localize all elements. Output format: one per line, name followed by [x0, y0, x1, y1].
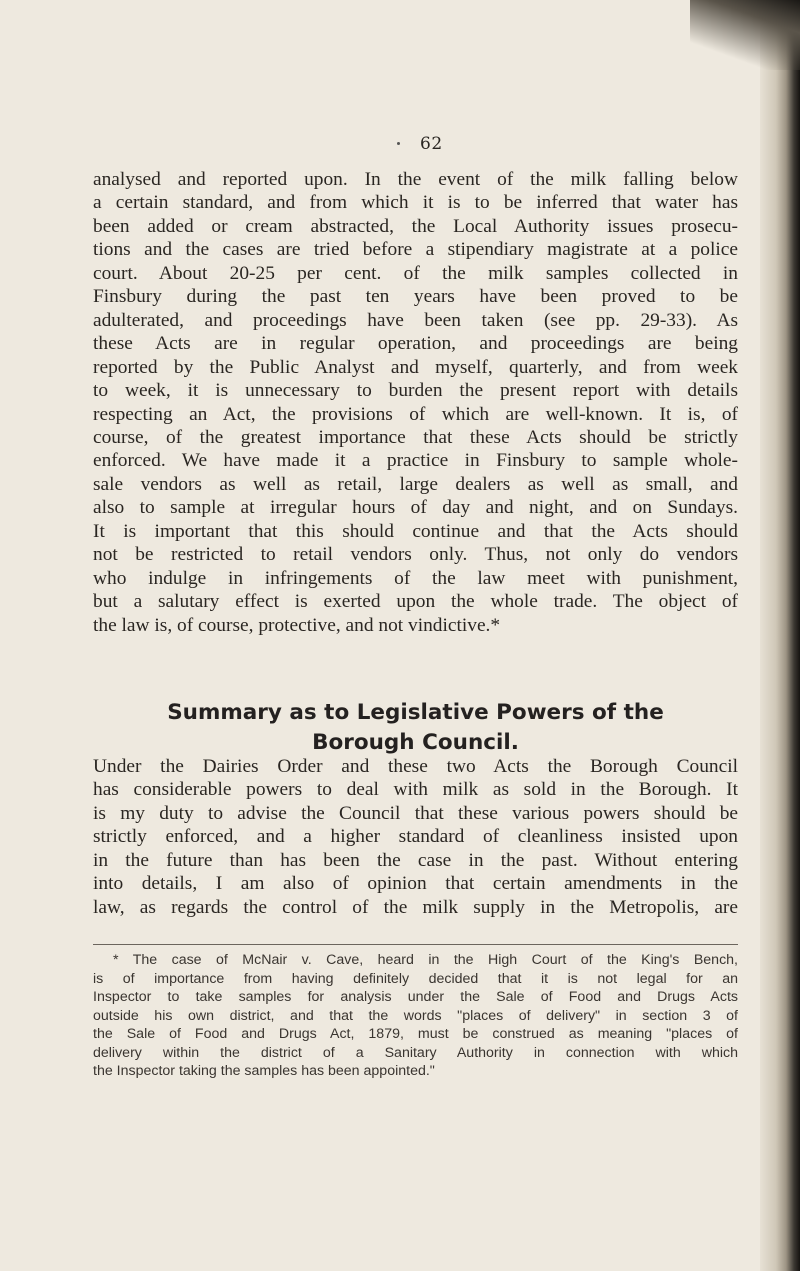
- text-line: enforced. We have made it a practice in Finsbury to sample whole-: [93, 450, 738, 472]
- footnote-line: outside his own district, and that the words "places of delivery" in section 3 of: [93, 1007, 738, 1024]
- paragraph-legislation-practice: [93, 168, 738, 637]
- footnote-line: * The case of McNair v. Cave, heard in the High Court of the King's Bench,: [113, 952, 738, 968]
- text-line: Under the Dairies Order and these two Acts the Borough Council: [93, 756, 738, 777]
- page-edge-shadow: [760, 0, 800, 1271]
- section-heading: [93, 698, 738, 758]
- text-line: course, of the greatest importance that these Acts should be strictly: [93, 426, 738, 448]
- text-line: respecting an Act, the provisions of which are well-known. It is, of: [93, 403, 738, 425]
- footnote-line: is of importance from having definitely decided that it is not legal for an: [93, 970, 738, 987]
- page-corner-shadow: [690, 0, 800, 70]
- print-speck: [397, 142, 400, 145]
- footnote-line: the Sale of Food and Drugs Act, 1879, must be construed as meaning "places of: [93, 1026, 738, 1042]
- text-line: the law is, of course, protective, and not vindictive.*: [93, 614, 501, 636]
- footnote-line: the Inspector taking the samples has been appointed.": [93, 1063, 435, 1079]
- text-line: to week, it is unnecessary to burden the present report with details: [93, 380, 738, 402]
- text-line: sale vendors as well as retail, large dealers as well as small, and: [93, 473, 738, 495]
- text-line: into details, I am also of opinion that certain amendments in the: [93, 873, 738, 895]
- paragraph-borough-powers: [93, 755, 738, 919]
- text-line: has considerable powers to deal with milk as sold in the Borough. It: [93, 779, 738, 801]
- text-line: but a salutary effect is exerted upon the whole trade. The object of: [93, 591, 738, 613]
- text-line: reported by the Public Analyst and myself, quarterly, and from week: [93, 356, 738, 378]
- text-line: It is important that this should continue and that the Acts should: [93, 520, 738, 542]
- footnote-rule: [93, 944, 738, 945]
- page-number: 62: [420, 134, 443, 154]
- text-line: a certain standard, and from which it is to be inferred that water has: [93, 192, 738, 214]
- text-line: who indulge in infringements of the law meet with punishment,: [93, 567, 738, 589]
- text-line: these Acts are in regular operation, and proceedings are being: [93, 333, 738, 355]
- text-line: not be restricted to retail vendors only. Thus, not only do vendors: [93, 544, 738, 566]
- footnote: [93, 951, 738, 1081]
- text-line: tions and the cases are tried before a stipendiary magistrate at a police: [93, 239, 738, 261]
- heading-line: Borough Council.: [312, 730, 519, 755]
- text-line: strictly enforced, and a higher standard of cleanliness insisted upon: [93, 826, 738, 848]
- text-line: in the future than has been the case in the past. Without entering: [93, 849, 738, 871]
- text-line: is my duty to advise the Council that these various powers should be: [93, 802, 738, 824]
- text-line: court. About 20-25 per cent. of the milk samples collected in: [93, 262, 738, 284]
- text-line: Finsbury during the past ten years have been proved to be: [93, 286, 738, 308]
- heading-line: Summary as to Legislative Powers of the: [167, 700, 664, 725]
- text-line: adulterated, and proceedings have been taken (see pp. 29-33). As: [93, 309, 738, 331]
- text-line: analysed and reported upon. In the event of the milk falling below: [93, 169, 738, 190]
- text-line: law, as regards the control of the milk supply in the Metropolis, are: [93, 896, 738, 918]
- footnote-line: Inspector to take samples for analysis under the Sale of Food and Drugs Acts: [93, 989, 738, 1005]
- footnote-line: delivery within the district of a Sanitary Authority in connection with which: [93, 1044, 738, 1061]
- text-line: also to sample at irregular hours of day and night, and on Sundays.: [93, 497, 738, 519]
- text-line: been added or cream abstracted, the Local Authority issues prosecu-: [93, 215, 738, 237]
